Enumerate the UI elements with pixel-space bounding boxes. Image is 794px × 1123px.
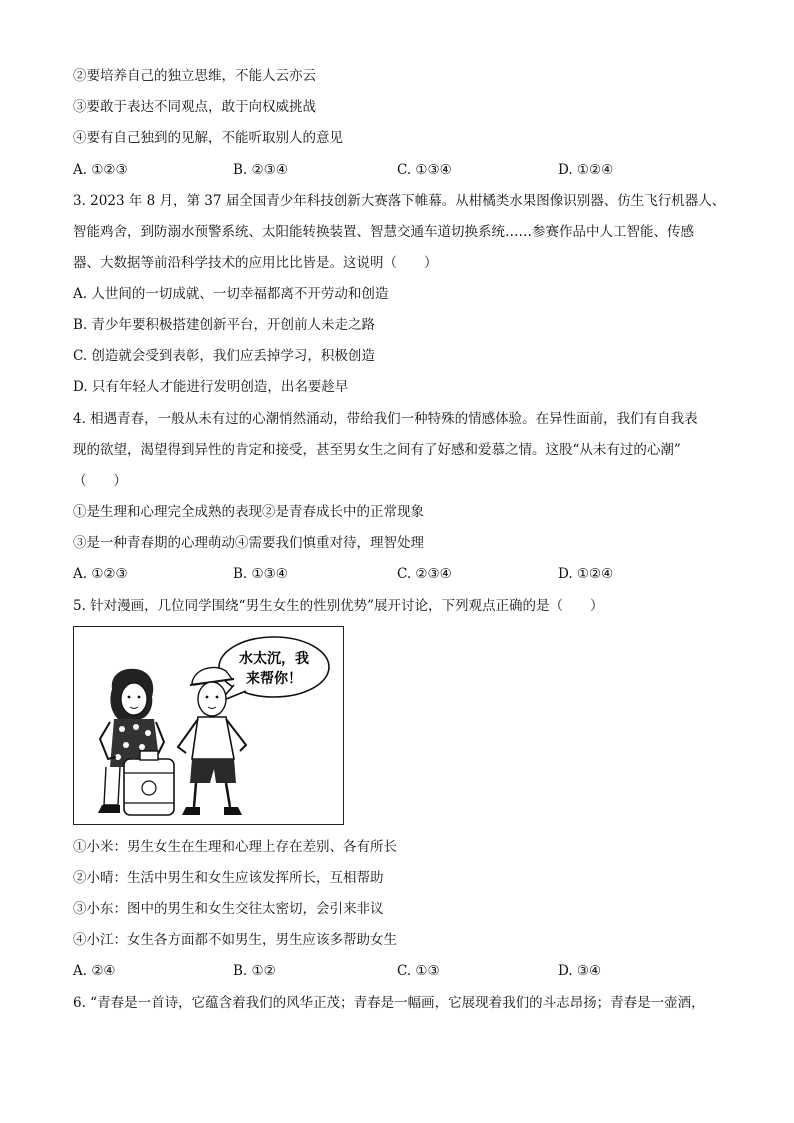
q2-option-c[interactable]: C. ①③④ (397, 162, 452, 178)
q6-stem: 6. “青春是一首诗，它蕴含着我们的风华正茂；青春是一幅画，它展现着我们的斗志昂扬；青春是一壶酒， (73, 995, 705, 1011)
q2-option-d[interactable]: D. ①②④ (558, 162, 614, 178)
q3-option-d[interactable]: D. 只有年轻人才能进行发明创造，出名要趁早 (73, 379, 349, 395)
q2-item-2: ②要培养自己的独立思维，不能人云亦云 (73, 68, 316, 84)
q4-item-line-2: ③是一种青春期的心理萌动④需要我们慎重对待，理智处理 (73, 535, 424, 551)
q5-item-4: ④小江：女生各方面都不如男生，男生应该多帮助女生 (73, 932, 397, 948)
q2-option-a[interactable]: A. ①②③ (73, 162, 128, 178)
q4-option-a[interactable]: A. ①②③ (73, 566, 128, 582)
q2-option-b[interactable]: B. ②③④ (233, 162, 288, 178)
q5-cartoon (73, 626, 344, 825)
q3-option-b[interactable]: B. 青少年要积极搭建创新平台，开创前人未走之路 (73, 317, 376, 333)
cartoon-illustration (74, 627, 344, 825)
q5-option-b[interactable]: B. ①② (233, 963, 276, 979)
q5-stem: 5. 针对漫画，几位同学围绕“男生女生的性别优势”展开讨论，下列观点正确的是（ ） (73, 598, 604, 614)
q5-item-2: ②小晴：生活中男生和女生应该发挥所长，互相帮助 (73, 870, 384, 886)
q4-stem-line-2: 现的欲望，渴望得到异性的肯定和接受，甚至男女生之间有了好感和爱慕之情。这股“从未有过的心潮” (73, 442, 681, 458)
water-bucket (124, 751, 174, 815)
q4-option-c[interactable]: C. ②③④ (397, 566, 452, 582)
q3-option-c[interactable]: C. 创造就会受到表彰，我们应丢掉学习，积极创造 (73, 348, 375, 364)
q4-option-b[interactable]: B. ①③④ (233, 566, 288, 582)
q5-option-a[interactable]: A. ②④ (73, 963, 116, 979)
q3-stem-line-3: 器、大数据等前沿科学技术的应用比比皆是。这说明（ ） (73, 255, 438, 271)
q5-item-3: ③小东：图中的男生和女生交往太密切，会引来非议 (73, 901, 384, 917)
q5-item-1: ①小米：男生女生在生理和心理上存在差别、各有所长 (73, 839, 397, 855)
q5-option-c[interactable]: C. ①③ (397, 963, 440, 979)
bubble-text-line-2: 来帮你！ (246, 671, 302, 687)
q2-item-3: ③要敢于表达不同观点，敢于向权威挑战 (73, 99, 316, 115)
q5-option-d[interactable]: D. ③④ (558, 963, 602, 979)
q3-stem-line-2: 智能鸡舍，到防溺水预警系统、太阳能转换装置、智慧交通车道切换系统……参赛作品中人工智能、传感 (73, 224, 694, 240)
q4-stem-line-3: （ ） (73, 473, 127, 489)
bubble-text-line-1: 水太沉，我 (239, 651, 309, 667)
q4-stem-line-1: 4. 相遇青春，一般从未有过的心潮悄然涌动，带给我们一种特殊的情感体验。在异性面前，我们有自我表 (73, 411, 698, 427)
q3-stem-line-1: 3. 2023 年 8 月，第 37 届全国青少年科技创新大赛落下帷幕。从柑橘类水果图像识别器、仿生飞行机器人、 (73, 193, 726, 209)
q4-option-d[interactable]: D. ①②④ (558, 566, 614, 582)
q4-item-line-1: ①是生理和心理完全成熟的表现②是青春成长中的正常现象 (73, 504, 424, 520)
q3-option-a[interactable]: A. 人世间的一切成就、一切幸福都离不开劳动和创造 (73, 286, 389, 302)
q2-item-4: ④要有自己独到的见解，不能听取别人的意见 (73, 130, 343, 146)
